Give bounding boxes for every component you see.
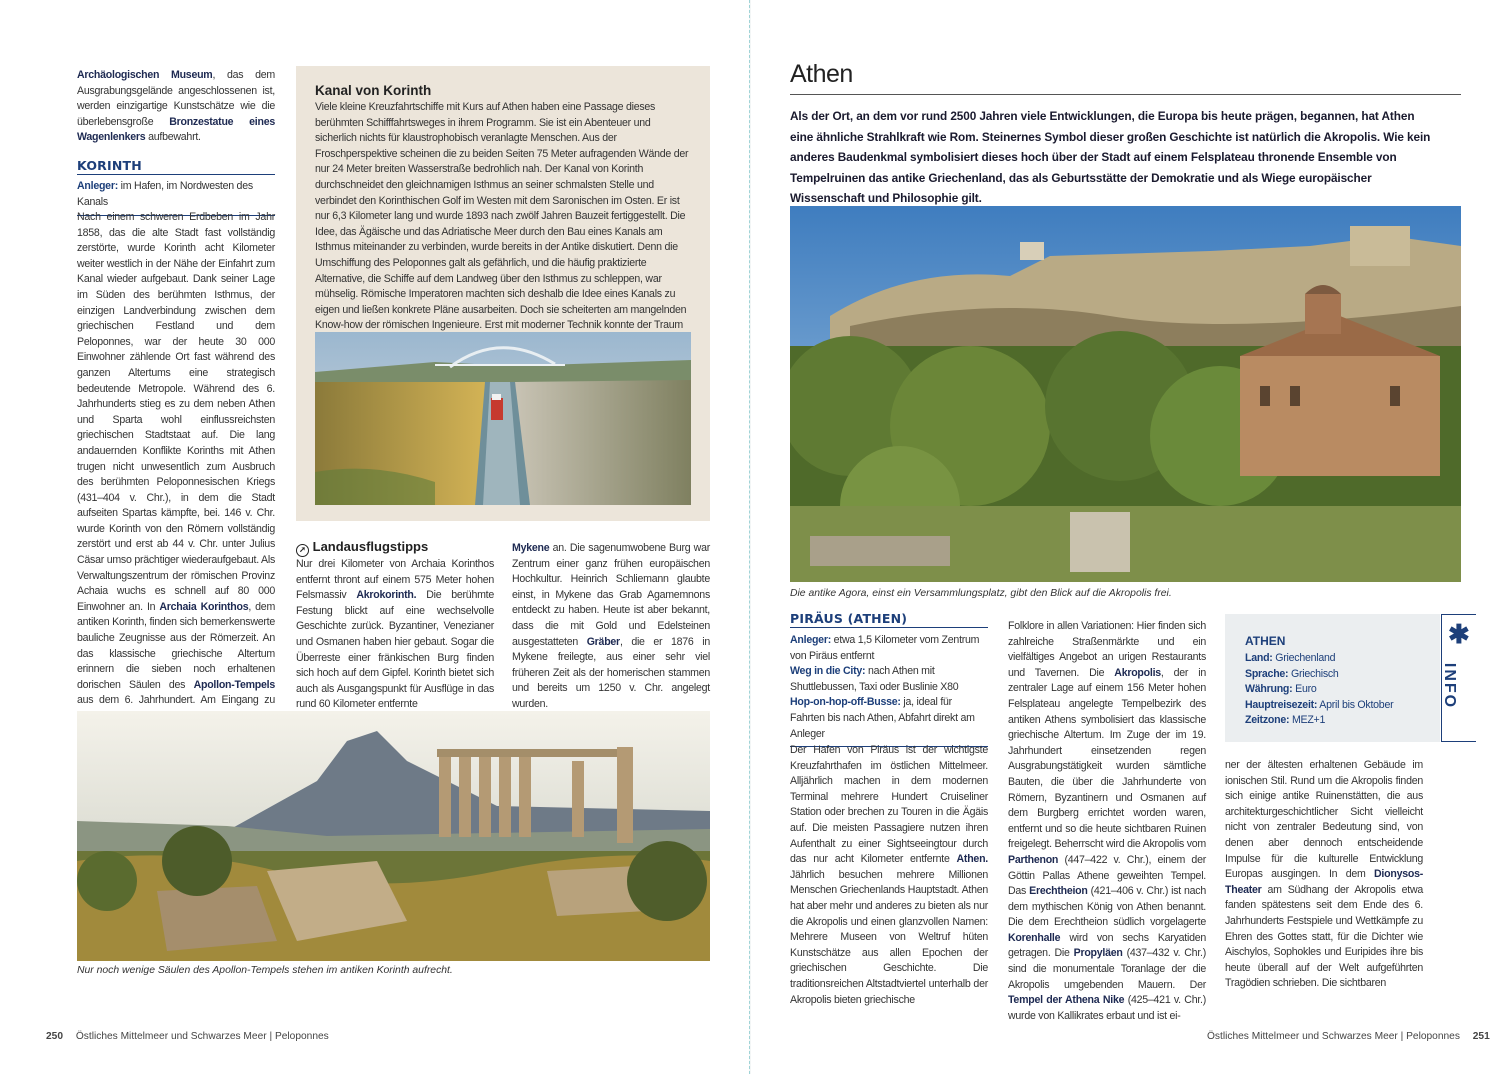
title-rule — [790, 94, 1461, 95]
athen-intro: Als der Ort, an dem vor rund 2500 Jahren viele Entwicklungen, die Europa bis heute prägen, begannen, hat Athen eine ähnliche Strahlkraft wie Rom. Steinernes Symbol dieser großen Geschichte ist natürlich die Akropolis. Wie kein anderes Baudenkmal symbolisiert dieses hoch über der Stadt auf einem Felsplateau thronende Ensemble von Tempelruinen das antike Griechenland, das als Geburtsstätte der Demokratie und als Wiege europäischer Wissenschaft und Philosophie gilt. — [790, 109, 1431, 205]
infobox-title: ATHEN — [1245, 634, 1286, 648]
right-page — [751, 0, 1500, 1074]
fact-hop-on: Hop-on-hop-off-Busse: ja, ideal für Fahrten bis nach Athen, Abfahrt direkt am Anleger — [790, 696, 975, 740]
apollon-temple-photo — [77, 711, 710, 961]
landausflug-col-a: Nur drei Kilometer von Archaia Korinthos entfernt thront auf einem 575 Meter hohen Felsmassiv Akrokorinth. Die berühmte Festung blickt auf eine wechselvolle Geschichte zurück. Byzantiner, Venezianer und Osmanen haben hier gebaut. Sogar die Überreste einer fränkischen Burg finden sich hoch auf dem Gipfel. Korinth bietet sich auch als Ausgangspunkt für Ausflüge in das rund 60 Kilometer entfernte — [296, 558, 494, 711]
info-tab — [1441, 614, 1476, 742]
left-footer-text: Östliches Mittelmeer und Schwarzes Meer | Peloponnes — [75, 1031, 329, 1042]
fact-city: Weg in die City: nach Athen mit Shuttlebussen, Taxi oder Buslinie X80 — [790, 665, 959, 693]
korinth-anleger: Anleger: im Hafen, im Nordwesten des Kanals — [77, 179, 275, 216]
infobox-rows — [1245, 651, 1425, 729]
info-row-zeitzone: Zeitzone: MEZ+1 — [1245, 714, 1326, 727]
apollon-caption: Nur noch wenige Säulen des Apollon-Tempels stehen im antiken Korinth aufrecht. — [77, 965, 453, 976]
korinth-body: Nach einem schweren Erdbeben im Jahr 1858, das die alte Stadt fast vollständig zerstörte, wurde Korinth acht Kilometer weiter westlich in der Nähe der Einfahrt zum Kanal wieder aufgebaut. Dank seiner Lage im Süden des berühmten Isthmus, der einzigen Landverbindung zwischen dem griechischen Festland und dem Peloponnes, war der heute 30 000 Einwohner zählende Ort fast während des ganzen Altertums eine strategisch bedeutende Metropole. Während des 6. Jahrhunderts stieg es zu dem neben Athen und Sparta wohl einflussreichsten griechischen Stadtstaat auf. Die lang andauernden Konflikte Korinths mit Athen trugen nicht unwesentlich zum Ausbruch des berühmten Peloponnesischen Kriegs (431–404 v. Chr.), in dem die Stadt aufseiten Spartas kämpfte, bei. 146 v. Chr. wurde Korinth von den Römern vollständig zerstört und erst ab 44 v. Chr. unter Julius Cäsar umso prächtiger wiederaufgebaut. Als Verwaltungszentrum der römischen Provinz Achaia wuchs es schnell auf 80 000 Einwohner an. In Archaia Korinthos, dem antiken Korinth, finden sich bemerkenswerte bauliche Zeugnisse aus der Römerzeit. An das klassische griechische Altertum erinnern die sieben noch erhaltenen dorischen Säulen des Apollon-Tempels aus dem 6. Jahrhundert. Am Eingang zu — [77, 211, 276, 707]
info-row-sprache: Sprache: Griechisch — [1245, 667, 1339, 680]
page-number-right: 251 — [1472, 1031, 1490, 1042]
intro-museum-text: Archäologischen Museum, das dem Ausgrabungsgelände angeschlossenen ist, werden einzigartige Kunstschätze wie die überlebensgroße Bronzestatue eines Wagenlenkers aufbewahrt. — [77, 69, 275, 144]
info-tab-label: INFO — [1441, 662, 1459, 710]
agora-caption: Die antike Agora, einst ein Versammlungsplatz, gibt den Blick auf die Akropolis frei. — [790, 588, 1172, 599]
page-number-left: 250 — [46, 1031, 63, 1042]
kanal-infobox — [296, 66, 710, 521]
info-row-reisezeit: Hauptreisezeit: April bis Oktober — [1245, 698, 1394, 711]
piraeus-body: Der Hafen von Piräus ist der wichtigste Kreuzfahrthafen im östlichen Mittelmeer. Alljährlich machen in dem modernen Terminal mehrere Hundert Cruiseliner Station oder brechen zu Touren in die Ägäis auf. Die meisten Passagiere nutzen ihren Aufenthalt zu einer Sightseeingtour durch das nur acht Kilometer entfernte Athen. Jährlich besuchen mehrere Millionen Menschen Griechenlands Hauptstadt. Athen hat aber mehr und anderes zu bieten als nur die Akropolis und einen glanzvollen Namen: Mehrere Museen von Weltruf hüten Kunstschätze aus allen Epochen der griechischen Geschichte. Die traditionsreichen Altstadtviertel unterhalb der Akropolis bieten griechische — [790, 744, 988, 1006]
info-row-land: Land: Griechenland — [1245, 652, 1336, 664]
athen-infobox — [1225, 614, 1440, 742]
corinth-canal-photo — [315, 332, 691, 505]
kanal-text: Viele kleine Kreuzfahrtschiffe mit Kurs auf Athen haben eine Passage dieses berühmten Schifffahrtsweges in ihrem Programm. Sie ist ein Abenteuer und sicherlich nichts für klaustrophobisch veranlagte Menschen. Aus der Froschperspektive scheinen die zu beiden Seiten 75 Meter aufragenden Wände der nur 24 Meter breiten Wasserstraße bedrohlich nah. Der Kanal von Korinth durchschneidet den gleichnamigen Isthmus an seiner schmalsten Stelle und verbindet den Korinthischen Golf im Westen mit dem Saronischen im Osten. Er ist nur 6,3 Kilometer lang und wurde 1893 nach zwölf Jahren Bauzeit fertiggestellt. Die Idee, das Ägäische und das Adriatische Meer durch den Bau eines Kanals am Isthmus miteinander zu verbinden, wurde bereits in der Antike diskutiert. Denn die Umschiffung des Peloponnes galt als gefährlich, und die häufig praktizierte Alternative, die Schiffe auf dem Landweg über den Isthmus zu schleppen, war mühselig. Römische Imperatoren machten sich deshalb die Idee eines Kanals zu eigen und ließen konkrete Pläne ausarbeiten. Doch sie scheiterten am mangelnden Know-how der römischen Ingenieure. Erst mit moderner Technik konnte der Traum — [315, 101, 689, 332]
right-footer-text: Östliches Mittelmeer und Schwarzes Meer | Peloponnes — [1207, 1031, 1460, 1042]
kanal-title: Kanal von Korinth — [315, 83, 432, 98]
left-page — [0, 0, 749, 1074]
akropolis-body: Folklore in allen Variationen: Hier finden sich zahlreiche Straßenmärkte und ein vielfältiges Angebot an urigen Restaurants und Tavernen. Die Akropolis, der in zentraler Lage auf einem 156 Meter hohen Felsplateau angelegte Tempelbezirk des antiken Athens symbolisiert das klassische griechische Altertum. Im Zuge der im 19. Jahrhundert einsetzenden regen Ausgrabungstätigkeit wurden sämtliche Bauten, die über die Jahrhunderte von Römern, Byzantinern und Osmanen auf dem Burgberg errichtet worden waren, entfernt und so die heute sichtbaren Ruinen freigelegt. Beherrscht wird die Akropolis vom Parthenon (447–422 v. Chr.), einem der Göttin Pallas Athene geweihten Tempel. Das Erechtheion (421–406 v. Chr.) ist nach dem mythischen König von Athen benannt. Die dem Erechtheion südlich vorgelagerte Korenhalle wird von sechs Karyatiden getragen. Die Propyläen (437–432 v. Chr.) sind die monumentale Toranlage der die Akropolis umgebenden Mauern. Der Tempel der Athena Nike (425–421 v. Chr.) wurde von Kallikrates erbaut und ist ei- — [1008, 620, 1206, 1022]
landausflug-heading: ➚ Landausflugstipps — [296, 539, 428, 557]
left-footer — [36, 1031, 329, 1042]
compass-icon: ➚ — [296, 544, 309, 557]
piraeus-facts — [790, 633, 988, 747]
right-footer — [1207, 1031, 1500, 1042]
agora-akropolis-photo — [790, 206, 1461, 582]
piraeus-heading: PIRÄUS (ATHEN) — [790, 611, 988, 628]
info-row-waehrung: Währung: Euro — [1245, 683, 1317, 696]
dionysos-body: ner der ältesten erhaltenen Gebäude im ionischen Stil. Rund um die Akropolis finden sich einige antike Ruinenstätten, die aus architekturgeschichtlicher Sicht vielleicht nicht von zentraler Bedeutung sind, von denen aber dennoch entscheidende Impulse für die kulturelle Entwicklung Europas ausgingen. In dem Dionysos-Theater am Südhang der Akropolis etwa fanden spätestens seit dem Ende des 6. Jahrhunderts Festspiele und Wettkämpfe zu Ehren des Gottes statt, für die Dichter wie Aischylos, Sophokles und Euripides ihre bis heute überall auf der Welt aufgeführten Tragödien schrieben. Die sichtbaren — [1225, 759, 1423, 990]
fact-anleger: Anleger: etwa 1,5 Kilometer vom Zentrum von Piräus entfernt — [790, 634, 980, 662]
page-title: Athen — [790, 60, 853, 88]
korinth-heading: KORINTH — [77, 158, 275, 175]
asterisk-icon: ✱ — [1448, 619, 1470, 649]
landausflug-col-b: Mykene an. Die sagenumwobene Burg war Zentrum einer ganz frühen europäischen Hochkultur. Heinrich Schliemann glaubte einst, in Mykene das Grab Agamemnons entdeckt zu haben. Heute ist aber bekannt, dass die mit Gold und Edelsteinen ausgestatteten Gräber, die er 1876 in Mykene freilegte, aus einer sehr viel früheren Zeit als der homerischen stammen und bereits um 1250 v. Chr. angelegt wurden. — [512, 542, 710, 710]
